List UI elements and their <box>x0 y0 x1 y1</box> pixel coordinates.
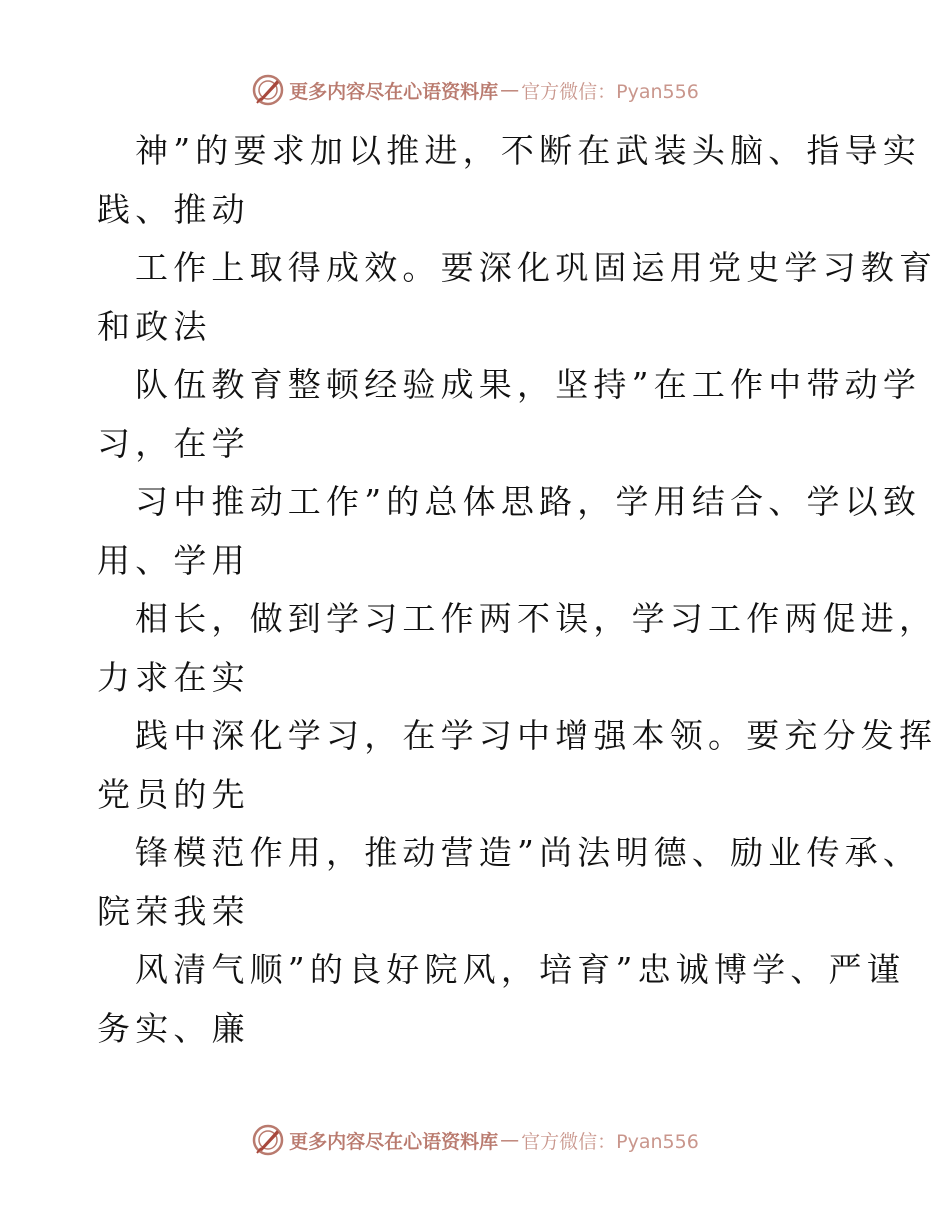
line: 锋模范作用，推动营造”尚法明德、励业传承、 <box>135 833 922 872</box>
paragraph <box>97 590 938 707</box>
line: 风清气顺”的良好院风，培育”忠诚博学、严谨 <box>135 950 905 989</box>
line: 和政法 <box>97 306 212 346</box>
paragraph <box>97 239 938 356</box>
footer-banner <box>0 1120 950 1160</box>
line: 践、推动 <box>97 189 250 229</box>
banner-separator: — <box>500 79 520 101</box>
line: 力求在实 <box>97 657 250 697</box>
line: 队伍教育整顿经验成果，坚持”在工作中带动学 <box>135 365 922 404</box>
banner-wechat: 官方微信：Pyan556 <box>521 80 699 103</box>
line: 践中深化学习，在学习中增强本领。要充分发挥 <box>135 716 938 755</box>
header-banner <box>0 70 950 110</box>
line: 院荣我荣 <box>97 891 250 931</box>
line: 用、学用 <box>97 540 250 580</box>
quill-pen-logo-icon <box>251 1123 285 1157</box>
quill-pen-logo-icon <box>251 73 285 107</box>
line: 党员的先 <box>97 774 250 814</box>
line: 务实、廉 <box>97 1008 250 1048</box>
banner-title: 更多内容尽在心语资料库 <box>289 80 499 103</box>
paragraph <box>97 824 922 941</box>
banner-wechat: 官方微信：Pyan556 <box>521 1130 699 1153</box>
paragraph <box>97 473 922 590</box>
line: 神”的要求加以推进，不断在武装头脑、指导实 <box>135 131 922 170</box>
line: 相长，做到学习工作两不误，学习工作两促进， <box>135 599 938 638</box>
line: 习，在学 <box>97 423 250 463</box>
document-body <box>97 122 938 1058</box>
paragraph <box>97 707 938 824</box>
paragraph <box>97 356 922 473</box>
banner-title: 更多内容尽在心语资料库 <box>289 1130 499 1153</box>
banner-separator: — <box>500 1129 520 1151</box>
paragraph <box>97 122 922 239</box>
paragraph <box>97 941 905 1058</box>
line: 工作上取得成效。要深化巩固运用党史学习教育 <box>135 248 938 287</box>
line: 习中推动工作”的总体思路，学用结合、学以致 <box>135 482 922 521</box>
